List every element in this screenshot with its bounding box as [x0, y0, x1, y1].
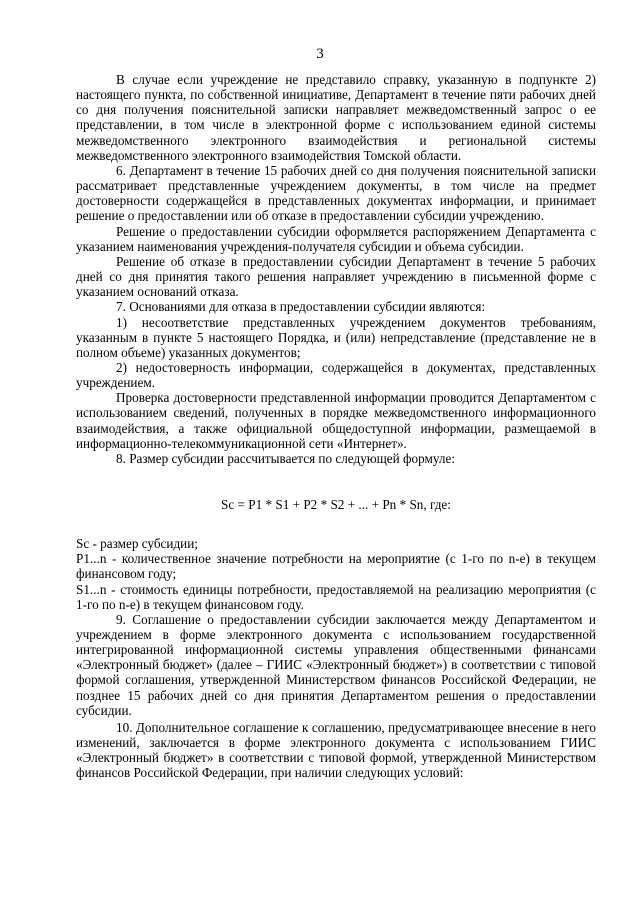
paragraph-item-6: 6. Департамент в течение 15 рабочих дней со дня получения пояснительной записки рассматривает представленные учреждением документы, в том числе на предмет достоверности содержащейся в представленных документах информации, и принимает решение о предоставлении или об отказе в предоставлении субсидии учреждению. [76, 162, 596, 224]
definition-s: S1...n - стоимость единицы потребности, предоставляемой на реализацию мероприятия (с 1-го по n-е) в текущем финансовом году. [76, 581, 596, 612]
paragraph-item-9: 9. Соглашение о предоставлении субсидии заключается между Департаментом и учреждением в форме электронного документа с использованием государственной интегрированной информационной системы управления общественными финансами «Электронный бюджет» (далее – ГИИС «Электронный бюджет») в соответствии с типовой формой соглашения, утвержденной Министерством финансов Российской Федерации, не позднее 15 рабочих дней со дня принятия Департаментом решения о предоставлении субсидии. [76, 611, 596, 718]
paragraph-item-10: 10. Дополнительное соглашение к соглашению, предусматривающее внесение в него изменений, заключается в форме электронного документа с использованием ГИИС «Электронный бюджет» в соответствии с типовой формой, утвержденной Министерством финансов Российской Федерации, при наличии следующих условий: [76, 719, 596, 781]
paragraph-refusal-notice: Решение об отказе в предоставлении субсидии Департамент в течение 5 рабочих дней со дня принятия такого решения направляет учреждению в письменной форме с указанием оснований отказа. [76, 253, 596, 300]
definition-sc: Sc - размер субсидии; [76, 536, 198, 552]
paragraph-decision-order: Решение о предоставлении субсидии оформляется распоряжением Департамента с указанием наименования учреждения-получателя субсидии и объема субсидии. [76, 223, 596, 254]
paragraph-item-7: 7. Основаниями для отказа в предоставлении субсидии являются: [116, 299, 486, 315]
paragraph-interagency-request: В случае если учреждение не представило справку, указанную в подпункте 2) настоящего пункта, по собственной инициативе, Департамент в течение пяти рабочих дней со дня получения пояснительной записки направляет межведомственный запрос о ее представлении, в том числе в электронной форме с использованием единой системы межведомственного электронного взаимодействия и региональной системы межведомственного электронного взаимодействия Томской области. [76, 72, 596, 163]
page-number: 3 [316, 46, 324, 62]
document-body [76, 72, 596, 781]
subsidy-formula: Sc = P1 * S1 + P2 * S2 + ... + Pn * Sn, где: [221, 497, 451, 513]
definition-p: P1...n - количественное значение потребности на мероприятие (с 1-го по n-е) в текущем финансовом году; [76, 551, 596, 582]
paragraph-refusal-reason-2: 2) недостоверность информации, содержащейся в документах, представленных учреждением. [76, 359, 596, 391]
paragraph-verification: Проверка достоверности представленной информации проводится Департаментом с использованием сведений, полученных в порядке межведомственного информационного взаимодействия, а также официальной общедоступной информации, размещаемой в информационно-телекоммуникационной сети «Интернет». [76, 390, 596, 451]
paragraph-item-8: 8. Размер субсидии рассчитывается по следующей формуле: [116, 450, 455, 466]
paragraph-refusal-reason-1: 1) несоответствие представленных учреждением документов требованиям, указанным в пункте 5 настоящего Порядка, и (или) непредставление (представление не в полном объеме) указанных документов; [76, 314, 596, 360]
